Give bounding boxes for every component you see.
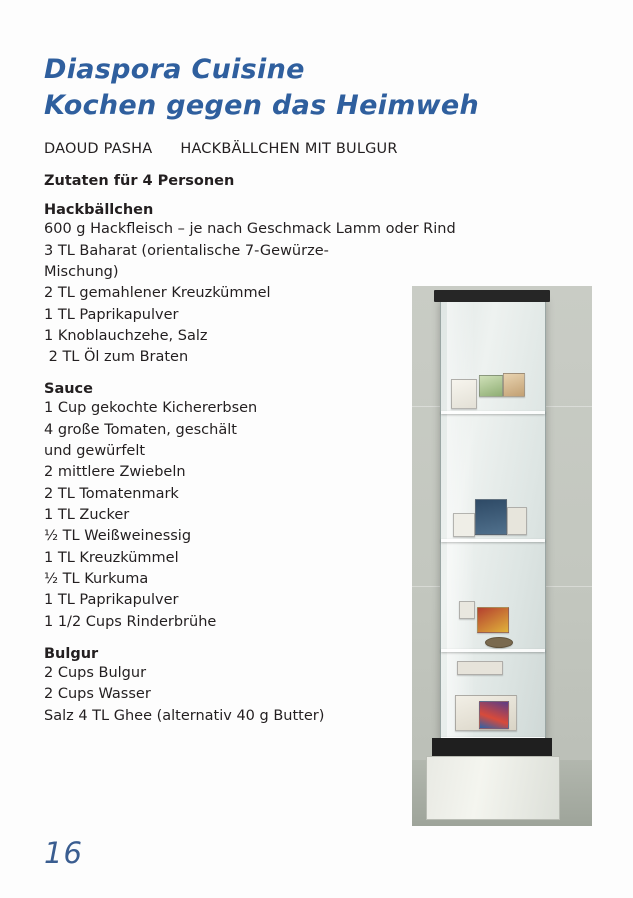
ingredient-line: 1 Cup gekochte Kichererbsen (44, 400, 258, 417)
ingredient-line: 1 TL Paprikapulver (44, 592, 179, 609)
ingredients-column (44, 202, 456, 727)
display-case-photo (412, 286, 592, 826)
photo-frame (412, 286, 592, 826)
ingredient-line: 2 mittlere Zwiebeln (44, 464, 186, 481)
section-heading: Bulgur (44, 645, 99, 662)
ingredient-line: 1 Knoblauchzehe, Salz (44, 327, 208, 344)
ingredient-line: 1 TL Zucker (44, 507, 130, 523)
cabinet-shelf (441, 539, 545, 542)
ingredient-line: 2 Cups Wasser (44, 686, 151, 703)
title-line-1: Diaspora Cuisine (44, 54, 305, 85)
exhibit-item (507, 507, 527, 535)
ingredient-line: 1 1/2 Cups Rinderbrühe (44, 613, 217, 630)
servings-label: Zutaten für 4 Personen (44, 173, 235, 190)
ingredient-line: 1 TL Paprikapulver (44, 306, 179, 323)
exhibit-item (475, 499, 507, 535)
cabinet-top-panel (434, 290, 550, 302)
section-hackballchen (44, 202, 456, 368)
recipe-subtitle (44, 141, 589, 157)
ingredient-line: und gewürfelt (44, 443, 146, 460)
exhibit-item (451, 379, 477, 409)
section-heading: Sauce (44, 381, 93, 398)
exhibit-item (477, 607, 509, 633)
cabinet-shelf (441, 411, 545, 414)
section-sauce (44, 381, 389, 632)
exhibit-item (457, 661, 503, 675)
ingredient-line: 2 TL Tomatenmark (44, 485, 179, 502)
recipe-name: DAOUD PASHA (44, 141, 153, 158)
exhibit-item (479, 701, 509, 729)
exhibit-item (503, 373, 525, 397)
ingredient-line: ½ TL Kurkuma (44, 570, 149, 587)
cabinet-base-panel (432, 738, 552, 758)
exhibit-item (459, 601, 475, 619)
page-title (44, 52, 589, 123)
exhibit-item (485, 637, 513, 648)
ingredient-line: 2 Cups Bulgur (44, 664, 147, 681)
ingredient-line: 2 TL gemahlener Kreuzkümmel (44, 285, 271, 302)
recipe-description: HACKBÄLLCHEN MIT BULGUR (180, 141, 398, 158)
section-heading: Hackbällchen (44, 202, 154, 219)
ingredient-line: 4 große Tomaten, geschält (44, 421, 237, 438)
exhibit-item (453, 513, 475, 537)
cabinet-shelf (441, 649, 545, 652)
page-number: 16 (44, 836, 83, 870)
ingredient-line: ½ TL Weißweinessig (44, 528, 192, 545)
ingredient-line: 2 TL Öl zum Braten (44, 349, 189, 366)
ingredient-line: 3 TL Baharat (orientalische 7-Gewürze- (44, 242, 329, 259)
title-line-2: Kochen gegen das Heimweh (44, 89, 480, 121)
cabinet-pedestal (426, 756, 560, 820)
ingredient-line: 1 TL Kreuzkümmel (44, 549, 179, 566)
glass-display-cabinet (440, 300, 546, 742)
ingredient-line: Salz 4 TL Ghee (alternativ 40 g Butter) (44, 707, 325, 724)
ingredient-line: Mischung) (44, 263, 119, 280)
exhibit-item (479, 375, 503, 397)
ingredient-line: 600 g Hackfleisch – je nach Geschmack Lamm oder Rind (44, 221, 456, 238)
section-bulgur (44, 646, 389, 727)
